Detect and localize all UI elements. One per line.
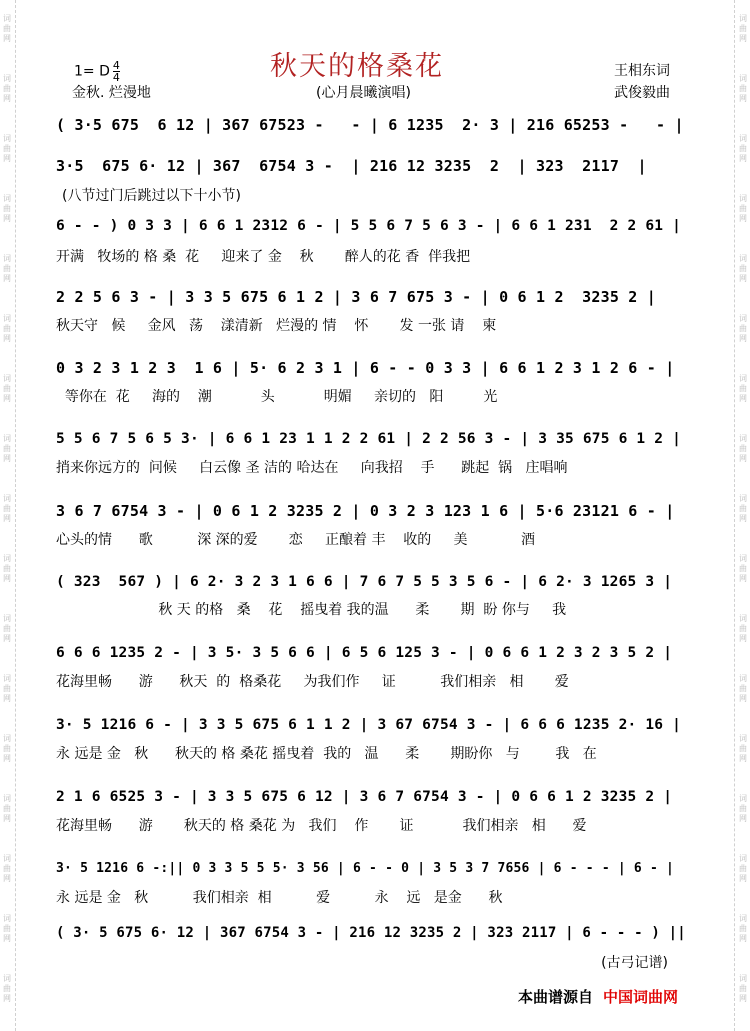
watermark-group — [3, 300, 11, 360]
watermark-char: 词 — [739, 134, 747, 143]
watermark-group — [739, 300, 747, 360]
watermark-char: 曲 — [739, 984, 747, 993]
watermark-char: 网 — [3, 94, 11, 103]
lyrics-line-6: 捎来你远方的 问候 白云像 圣 洁的 哈达在 向我招 手 跳起 锅 庄唱响 — [56, 460, 568, 476]
time-denominator: 4 — [112, 71, 120, 84]
watermark-char: 网 — [739, 574, 747, 583]
watermark-char: 词 — [739, 914, 747, 923]
watermark-group — [739, 960, 747, 1020]
notation-line-3: 6 - - ) 0 3 3 | 6 6 1 2312 6 - | 5 5 6 7 5 6 3 - | 6 6 1 231 2 2 61 | — [56, 218, 682, 234]
watermark-group — [3, 480, 11, 540]
lyrics-line-7: 心头的情 歌 深 深的爱 恋 正酿着 丰 收的 美 酒 — [56, 532, 535, 548]
watermark-char: 曲 — [3, 624, 11, 633]
watermark-char: 词 — [3, 434, 11, 443]
watermark-char: 词 — [739, 494, 747, 503]
watermark-char: 网 — [739, 874, 747, 883]
lyrics-line-10: 永 远是 金 秋 秋天的 格 桑花 摇曳着 我的 温 柔 期盼你 与 我 在 — [56, 746, 597, 762]
left-watermark-strip — [1, 0, 13, 1031]
watermark-group — [739, 540, 747, 600]
watermark-char: 曲 — [739, 324, 747, 333]
skip-instruction: (八节过门后跳过以下十小节) — [62, 188, 241, 204]
watermark-char: 词 — [3, 374, 11, 383]
source-site-link[interactable]: 中国词曲网 — [603, 988, 679, 1006]
watermark-char: 网 — [739, 34, 747, 43]
tempo-style: 金秋. 烂漫地 — [72, 85, 151, 101]
watermark-group — [3, 420, 11, 480]
notation-line-10: 3· 5 1216 6 - | 3 3 5 675 6 1 1 2 | 3 67 6754 3 - | 6 6 6 1235 2· 16 | — [56, 717, 682, 733]
notation-line-13: ( 3· 5 675 6· 12 | 367 6754 3 - | 216 12 3235 2 | 323 2117 | 6 - - - ) || — [56, 925, 686, 941]
watermark-group — [3, 600, 11, 660]
watermark-char: 网 — [739, 94, 747, 103]
watermark-char: 网 — [3, 574, 11, 583]
right-margin-line — [734, 0, 735, 1031]
watermark-char: 词 — [3, 554, 11, 563]
lyrics-line-12: 永 远是 金 秋 我们相亲 相 爱 永 远 是金 秋 — [56, 890, 503, 906]
watermark-char: 词 — [3, 974, 11, 983]
watermark-char: 曲 — [739, 444, 747, 453]
watermark-char: 词 — [739, 374, 747, 383]
watermark-char: 曲 — [3, 924, 11, 933]
watermark-group — [739, 900, 747, 960]
notation-line-1: ( 3·5 675 6 12 | 367 67523 - - | 6 1235 2· 3 | 216 65253 - - | — [56, 116, 684, 134]
watermark-char: 词 — [3, 74, 11, 83]
watermark-char: 网 — [3, 934, 11, 943]
watermark-char: 词 — [739, 314, 747, 323]
key-signature — [74, 60, 120, 83]
left-margin-line — [15, 0, 16, 1031]
watermark-char: 网 — [3, 274, 11, 283]
lyrics-line-3: 开满 牧场的 格 桑 花 迎来了 金 秋 醉人的花 香 伴我把 — [56, 249, 471, 265]
watermark-char: 词 — [739, 794, 747, 803]
lyricist-credit: 王相东词 — [614, 63, 670, 79]
watermark-char: 词 — [3, 254, 11, 263]
watermark-char: 词 — [3, 194, 11, 203]
watermark-char: 曲 — [3, 204, 11, 213]
watermark-char: 曲 — [739, 804, 747, 813]
watermark-char: 曲 — [739, 384, 747, 393]
watermark-char: 曲 — [739, 204, 747, 213]
watermark-char: 网 — [3, 694, 11, 703]
watermark-char: 曲 — [3, 804, 11, 813]
watermark-char: 网 — [739, 694, 747, 703]
watermark-group — [739, 0, 747, 60]
watermark-char: 网 — [739, 394, 747, 403]
watermark-char: 曲 — [739, 264, 747, 273]
watermark-char: 曲 — [739, 24, 747, 33]
watermark-char: 词 — [739, 194, 747, 203]
watermark-char: 网 — [739, 214, 747, 223]
watermark-char: 词 — [739, 974, 747, 983]
watermark-char: 词 — [3, 914, 11, 923]
watermark-char: 网 — [3, 394, 11, 403]
source-line — [518, 986, 678, 1007]
watermark-char: 网 — [3, 34, 11, 43]
watermark-char: 网 — [3, 214, 11, 223]
lyrics-line-8: 秋 天 的格 桑 花 摇曳着 我的温 柔 期 盼 你与 我 — [56, 602, 567, 618]
watermark-char: 曲 — [3, 264, 11, 273]
watermark-char: 曲 — [739, 564, 747, 573]
watermark-group — [739, 60, 747, 120]
watermark-char: 网 — [739, 274, 747, 283]
watermark-group — [739, 360, 747, 420]
watermark-char: 词 — [739, 254, 747, 263]
watermark-char: 曲 — [3, 444, 11, 453]
watermark-char: 网 — [3, 994, 11, 1003]
lyrics-line-4: 秋天守 候 金风 荡 漾清新 烂漫的 情 怀 发 一张 请 柬 — [56, 318, 497, 334]
watermark-group — [739, 780, 747, 840]
watermark-char: 网 — [3, 514, 11, 523]
lyrics-line-11: 花海里畅 游 秋天的 格 桑花 为 我们 作 证 我们相亲 相 爱 — [56, 818, 587, 834]
watermark-group — [739, 840, 747, 900]
source-label: 本曲谱源自 — [518, 988, 594, 1006]
watermark-char: 曲 — [3, 84, 11, 93]
watermark-char: 词 — [3, 314, 11, 323]
watermark-char: 词 — [3, 674, 11, 683]
watermark-char: 曲 — [3, 744, 11, 753]
watermark-group — [739, 720, 747, 780]
watermark-char: 曲 — [739, 924, 747, 933]
watermark-group — [3, 0, 11, 60]
time-signature — [113, 60, 120, 83]
notation-line-2: 3·5 675 6· 12 | 367 6754 3 - | 216 12 3235 2 | 323 2117 | — [56, 157, 647, 175]
watermark-char: 曲 — [739, 624, 747, 633]
notation-line-11: 2 1 6 6525 3 - | 3 3 5 675 6 12 | 3 6 7 6754 3 - | 0 6 6 1 2 3235 2 | — [56, 789, 673, 805]
watermark-char: 网 — [3, 154, 11, 163]
composer-credit: 武俊毅曲 — [614, 85, 670, 101]
watermark-char: 曲 — [739, 504, 747, 513]
song-title: 秋天的格桑花 — [270, 51, 444, 82]
watermark-char: 网 — [739, 514, 747, 523]
watermark-char: 词 — [3, 494, 11, 503]
watermark-group — [739, 660, 747, 720]
transcriber-credit: (古弓记谱) — [601, 955, 668, 971]
watermark-char: 词 — [739, 854, 747, 863]
watermark-group — [3, 900, 11, 960]
watermark-char: 网 — [739, 934, 747, 943]
watermark-char: 网 — [739, 994, 747, 1003]
watermark-char: 曲 — [739, 144, 747, 153]
watermark-group — [3, 240, 11, 300]
watermark-char: 词 — [739, 734, 747, 743]
watermark-char: 网 — [3, 634, 11, 643]
watermark-char: 词 — [3, 134, 11, 143]
watermark-char: 曲 — [3, 384, 11, 393]
watermark-char: 曲 — [739, 684, 747, 693]
watermark-group — [739, 600, 747, 660]
watermark-group — [739, 180, 747, 240]
watermark-char: 词 — [3, 734, 11, 743]
watermark-group — [739, 420, 747, 480]
watermark-char: 曲 — [3, 24, 11, 33]
watermark-group — [3, 120, 11, 180]
watermark-char: 网 — [3, 814, 11, 823]
notation-line-4: 2 2 5 6 3 - | 3 3 5 675 6 1 2 | 3 6 7 675 3 - | 0 6 1 2 3235 2 | — [56, 288, 656, 306]
watermark-char: 曲 — [3, 864, 11, 873]
watermark-group — [3, 540, 11, 600]
watermark-char: 曲 — [3, 984, 11, 993]
watermark-group — [3, 360, 11, 420]
watermark-char: 词 — [3, 854, 11, 863]
watermark-char: 曲 — [3, 144, 11, 153]
watermark-char: 词 — [739, 674, 747, 683]
watermark-char: 词 — [739, 14, 747, 23]
notation-line-8: ( 323 567 ) | 6 2· 3 2 3 1 6 6 | 7 6 7 5 5 3 5 6 - | 6 2· 3 1265 3 | — [56, 574, 673, 590]
watermark-group — [739, 480, 747, 540]
watermark-char: 曲 — [739, 84, 747, 93]
watermark-char: 词 — [3, 14, 11, 23]
watermark-char: 网 — [739, 634, 747, 643]
watermark-group — [3, 60, 11, 120]
watermark-char: 网 — [3, 754, 11, 763]
watermark-char: 网 — [739, 754, 747, 763]
watermark-char: 词 — [3, 794, 11, 803]
lyrics-line-9: 花海里畅 游 秋天 的 格桑花 为我们作 证 我们相亲 相 爱 — [56, 674, 569, 690]
watermark-char: 网 — [739, 814, 747, 823]
watermark-char: 词 — [739, 614, 747, 623]
watermark-group — [3, 660, 11, 720]
watermark-char: 曲 — [739, 864, 747, 873]
watermark-group — [3, 780, 11, 840]
watermark-char: 曲 — [3, 504, 11, 513]
watermark-char: 曲 — [739, 744, 747, 753]
notation-line-6: 5 5 6 7 5 6 5 3· | 6 6 1 23 1 1 2 2 61 | 2 2 56 3 - | 3 35 675 6 1 2 | — [56, 431, 682, 447]
watermark-group — [3, 720, 11, 780]
watermark-char: 词 — [3, 614, 11, 623]
watermark-char: 网 — [739, 454, 747, 463]
watermark-char: 曲 — [3, 324, 11, 333]
notation-line-5: 0 3 2 3 1 2 3 1 6 | 5· 6 2 3 1 | 6 - - 0 3 3 | 6 6 1 2 3 1 2 6 - | — [56, 359, 675, 377]
watermark-char: 网 — [3, 454, 11, 463]
key-label: 1= D — [74, 63, 110, 80]
right-watermark-strip — [737, 0, 749, 1031]
notation-line-7: 3 6 7 6754 3 - | 0 6 1 2 3235 2 | 0 3 2 3 123 1 6 | 5·6 23121 6 - | — [56, 502, 675, 520]
watermark-group — [3, 840, 11, 900]
watermark-char: 网 — [739, 154, 747, 163]
watermark-char: 网 — [3, 334, 11, 343]
lyrics-line-5: 等你在 花 海的 潮 头 明媚 亲切的 阳 光 — [56, 389, 498, 405]
watermark-char: 词 — [739, 434, 747, 443]
watermark-group — [739, 240, 747, 300]
watermark-char: 网 — [3, 874, 11, 883]
watermark-char: 词 — [739, 74, 747, 83]
notation-line-12: 3· 5 1216 6 -:|| 0 3 3 5 5 5· 3 56 | 6 - - 0 | 3 5 3 7 7656 | 6 - - - | 6 - | — [56, 861, 675, 876]
singer-credit: (心月晨曦演唱) — [316, 85, 411, 101]
watermark-group — [3, 960, 11, 1020]
time-numerator: 4 — [112, 59, 120, 72]
watermark-char: 网 — [739, 334, 747, 343]
watermark-char: 曲 — [3, 684, 11, 693]
watermark-char: 曲 — [3, 564, 11, 573]
notation-line-9: 6 6 6 1235 2 - | 3 5· 3 5 6 6 | 6 5 6 125 3 - | 0 6 6 1 2 3 2 3 5 2 | — [56, 645, 673, 661]
watermark-char: 词 — [739, 554, 747, 563]
watermark-group — [739, 120, 747, 180]
watermark-group — [3, 180, 11, 240]
